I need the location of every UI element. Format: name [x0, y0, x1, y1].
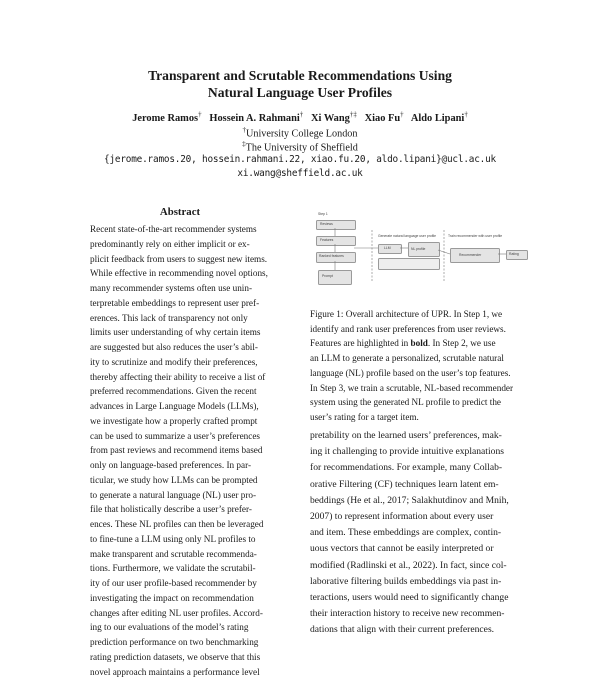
author: Xi Wang†‡ — [311, 113, 357, 124]
text-line: novel approach maintains a performance level — [90, 665, 280, 679]
text-line: pretability on the learned users’ preferences, mak- — [310, 428, 535, 444]
figure-step2-label: Generate natural language user profile — [378, 234, 436, 238]
email-line: {jerome.ramos.20, hossein.rahmani.22, xiao.fu.20, aldo.lipani}@ucl.ac.uk — [0, 154, 600, 165]
figure-box-label: Rating — [509, 252, 519, 256]
text-line: to generate a natural language (NL) user pro- — [90, 488, 280, 503]
figure-box-label: Features — [320, 238, 333, 242]
caption-line: user’s rating for a target item. — [310, 410, 530, 425]
text-line: ing it challenging to provide intuitive explanations — [310, 444, 535, 460]
author: Aldo Lipani† — [411, 113, 468, 124]
figure-box-label: LLM — [384, 246, 391, 250]
text-line: only on language-based preferences. In par- — [90, 458, 280, 473]
caption-line: Features are highlighted in bold. In Step 2, we use — [310, 336, 530, 351]
text-line: from past reviews and recommend items based — [90, 443, 280, 458]
architecture-figure — [314, 212, 532, 294]
caption-line: system using the generated NL profile to predict the — [310, 395, 530, 410]
text-line: plicit feedback from users to suggest new items. — [90, 252, 280, 267]
text-line: While effective in recommending novel options, — [90, 266, 280, 281]
caption-line: In Step 3, we train a scrutable, NL-based recommender — [310, 381, 530, 396]
text-line: their interaction history to receive new recommen- — [310, 606, 535, 622]
text-line: ticular, we study how LLMs can be prompted — [90, 473, 280, 488]
figure-box-label: NL profile — [411, 247, 425, 251]
text-line: orative Filtering (CF) techniques learn latent em- — [310, 477, 535, 493]
text-line: for recommendations. For example, many Collab- — [310, 460, 535, 476]
text-line: limits user understanding of why certain items — [90, 325, 280, 340]
affiliation: ‡The University of Sheffield — [0, 140, 600, 153]
author: Hossein A. Rahmani† — [209, 113, 303, 124]
figure-step3-label: Train recommender with user profile — [448, 234, 502, 238]
text-line: ity of our user profile-based recommender by — [90, 576, 280, 591]
caption-line: language (NL) profile based on the user’s top features. — [310, 366, 530, 381]
text-line: make transparent and scrutable recommenda- — [90, 547, 280, 562]
figure-box-label: Ranked features — [319, 254, 344, 258]
text-line: preferred recommendations. Given the recent — [90, 384, 280, 399]
text-line: many recommender systems often use unin- — [90, 281, 280, 296]
text-line: ing to our evaluations of the model’s rating — [90, 620, 280, 635]
figure-step1-label: Step 1 — [318, 212, 328, 216]
email-line: xi.wang@sheffield.ac.uk — [0, 168, 600, 179]
text-line: file that holistically describe a user’s prefer- — [90, 502, 280, 517]
figure-box-label: Reviews — [320, 222, 333, 226]
text-line: predominantly rely on either implicit or ex- — [90, 237, 280, 252]
author: Jerome Ramos† — [132, 113, 201, 124]
caption-line: Figure 1: Overall architecture of UPR. In Step 1, we — [310, 307, 530, 322]
text-line: are suggested but also reduces the user’s abil- — [90, 340, 280, 355]
body-text — [310, 428, 535, 639]
text-line: advances in Large Language Models (LLMs), — [90, 399, 280, 414]
paper-title — [0, 67, 600, 101]
text-line: thereby affecting their ability to receive a list of — [90, 370, 280, 385]
text-line: erences. This lack of transparency not only — [90, 311, 280, 326]
text-line: and item. These embeddings are complex, contin- — [310, 525, 535, 541]
text-line: can be used to summarize a user’s preferences — [90, 429, 280, 444]
author-list — [0, 111, 600, 124]
figure-box-label: Recommender — [459, 253, 481, 257]
title-line-2: Natural Language User Profiles — [0, 84, 600, 101]
author: Xiao Fu† — [365, 113, 404, 124]
text-line: tions. Furthermore, we validate the scrutabil- — [90, 561, 280, 576]
figure-caption — [310, 307, 530, 425]
text-line: changes after editing NL user profiles. Accord- — [90, 606, 280, 621]
caption-line: an LLM to generate a personalized, scrutable natural — [310, 351, 530, 366]
affiliation: †University College London — [0, 126, 600, 139]
text-line: to fine-tune a LLM using only NL profiles to — [90, 532, 280, 547]
abstract-heading: Abstract — [90, 206, 270, 218]
text-line: modified (Radlinski et al., 2022). In fact, since col- — [310, 558, 535, 574]
text-line: prediction performance on two benchmarking — [90, 635, 280, 650]
figure-arrows — [314, 212, 532, 294]
text-line: rating prediction datasets, we observe that this — [90, 650, 280, 665]
abstract-body — [90, 222, 280, 679]
text-line: uous vectors that cannot be easily interpreted or — [310, 541, 535, 557]
figure-box-label: Prompt — [322, 274, 333, 278]
text-line: investigating the impact on recommendation — [90, 591, 280, 606]
caption-line: identify and rank user preferences from user reviews. — [310, 322, 530, 337]
text-line: dations that align with their current preferences. — [310, 622, 535, 638]
text-line: we investigate how a properly crafted prompt — [90, 414, 280, 429]
text-line: terpretable embeddings to represent user pref- — [90, 296, 280, 311]
caption-bold-word: bold — [411, 338, 428, 348]
text-line: laborative filtering builds embeddings via past in- — [310, 574, 535, 590]
text-line: teractions, users would need to significantly change — [310, 590, 535, 606]
text-line: 2007) to represent information about every user — [310, 509, 535, 525]
text-line: Recent state-of-the-art recommender systems — [90, 222, 280, 237]
title-line-1: Transparent and Scrutable Recommendations Using — [0, 67, 600, 84]
text-line: ences. These NL profiles can then be leveraged — [90, 517, 280, 532]
text-line: ity to scrutinize and modify their preferences, — [90, 355, 280, 370]
text-line: beddings (He et al., 2017; Salakhutdinov and Mnih, — [310, 493, 535, 509]
